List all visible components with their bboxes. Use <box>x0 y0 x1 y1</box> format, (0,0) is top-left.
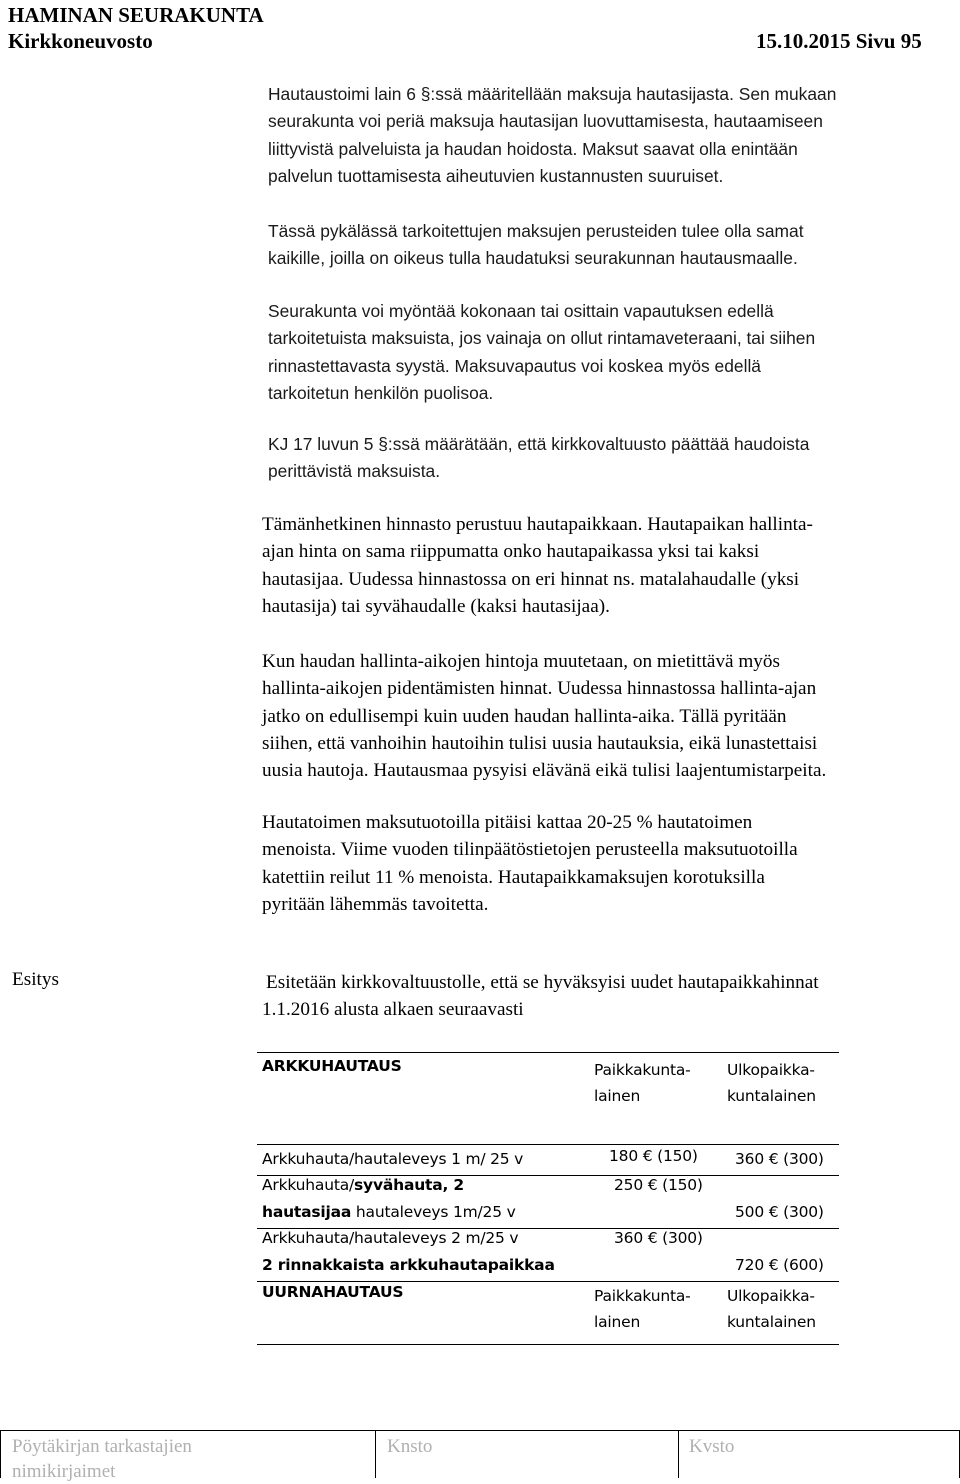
row-1-label: Arkkuhauta/hautaleveys 1 m/ 25 v <box>262 1150 524 1168</box>
date-and-page: 15.10.2015 Sivu 95 <box>756 29 922 53</box>
row-2-label-line-2: hautasijaa hautaleveys 1m/25 v <box>262 1203 516 1221</box>
footer-rule <box>0 1430 960 1431</box>
row-3-local-price: 360 € (300) <box>614 1229 703 1247</box>
row-3-outside-price: 720 € (600) <box>735 1256 824 1274</box>
footer-knsto: Knsto <box>387 1436 433 1457</box>
footer-kvsto: Kvsto <box>689 1436 735 1457</box>
table-bottom-rule <box>257 1344 839 1345</box>
paragraph-equal-basis: Tässä pykälässä tarkoitettujen maksujen perusteiden tulee olla samat kaikille, joilla on oikeus tulla haudatuksi seurakunnan hautausmaalle. <box>268 221 804 269</box>
row-2-outside-price: 500 € (300) <box>735 1203 824 1221</box>
footer-divider <box>678 1430 679 1478</box>
col-header-outside: Ulkopaikka- kuntalainen <box>727 1061 816 1105</box>
paragraph-exemption: Seurakunta voi myöntää kokonaan tai osittain vapautuksen edellä tarkoitetuista maksuista, jos vainaja on ollut rintamaveteraani, tai siihen rinnastettavasta syystä. Maksuvapautus voi koskea myös edellä tarkoitetun henkilön puolisoa. <box>268 301 816 403</box>
proposal-label: Esitys <box>12 969 59 990</box>
urn-col-header-local: Paikkakunta- lainen <box>594 1287 691 1331</box>
row-3-label-line-2: 2 rinnakkaista arkkuhautapaikkaa <box>262 1256 555 1274</box>
table-heading-coffin: ARKKUHAUTAUS <box>262 1057 402 1075</box>
paragraph-fees-law: Hautaustoimi lain 6 §:ssä määritellään maksuja hautasijasta. Sen mukaan seurakunta voi periä maksuja hautasijan luovuttamisesta, hautaamiseen liittyvistä palveluista ja haudan hoidosta. Maksut saavat olla enintään palvelun tuottamisesta aiheutuvien kustannusten suuruiset. <box>268 84 837 186</box>
footer-divider <box>375 1430 376 1478</box>
meeting-body: Kirkkoneuvosto <box>8 29 153 53</box>
row-1-local-price: 180 € (150) <box>609 1147 698 1165</box>
row-1-outside-price: 360 € (300) <box>735 1150 824 1168</box>
col-header-local: Paikkakunta- lainen <box>594 1061 691 1105</box>
row-2-local-price: 250 € (150) <box>614 1176 703 1194</box>
organization-name: HAMINAN SEURAKUNTA <box>8 3 264 27</box>
paragraph-current-pricing: Tämänhetkinen hinnasto perustuu hautapaikkaan. Hautapaikan hallinta- ajan hinta on sama riippumatta onko hautapaikassa yksi tai kaksi hautasijaa. Uudessa hinnastossa on eri hinnat ns. matalahaudalle (yksi hautasija) tai syvähaudalle (kaksi hautasijaa). <box>262 514 813 617</box>
table-row-rule <box>257 1281 839 1282</box>
row-3-label-line-1: Arkkuhauta/hautaleveys 2 m/25 v <box>262 1229 519 1247</box>
table-row-rule <box>257 1144 839 1145</box>
paragraph-fee-revenue: Hautatoimen maksutuotoilla pitäisi kattaa 20-25 % hautatoimen menoista. Viime vuoden tilinpäätöstietojen perusteella maksutuotoilla katettiin reilut 11 % menoista. Hautapaikkamaksujen korotuksilla pyritään lähemmäs tavoitetta. <box>262 812 798 915</box>
proposal-text: Esitetään kirkkovaltuustolle, että se hyväksyisi uudet hautapaikkahinnat 1.1.2016 alusta alkaen seuraavasti <box>262 972 819 1020</box>
paragraph-kj-17: KJ 17 luvun 5 §:ssä määrätään, että kirkkovaltuusto päättää haudoista perittävistä maksuista. <box>268 434 810 482</box>
row-2-label-line-1: Arkkuhauta/syvähauta, 2 <box>262 1176 464 1194</box>
table-top-rule <box>257 1052 839 1053</box>
footer-border-left <box>0 1430 1 1478</box>
paragraph-tenure-extension: Kun haudan hallinta-aikojen hintoja muutetaan, on mietittävä myös hallinta-aikojen pidentämisten hinnat. Uudessa hinnastossa hallinta-ajan jatko on edullisempi kuin uuden haudan hallinta-aika. Tällä pyritään siihen, että vanhoihin hautoihin tulisi uusia hautauksia, eikä lunastettaisi uusia hautoja. Hautausmaa pysyisi elävänä eikä tulisi laajentumistarpeita. <box>262 651 827 782</box>
table-heading-urn: UURNAHAUTAUS <box>262 1283 404 1301</box>
urn-col-header-outside: Ulkopaikka- kuntalainen <box>727 1287 816 1331</box>
footer-signers-label: Pöytäkirjan tarkastajien nimikirjaimet <box>12 1436 192 1482</box>
